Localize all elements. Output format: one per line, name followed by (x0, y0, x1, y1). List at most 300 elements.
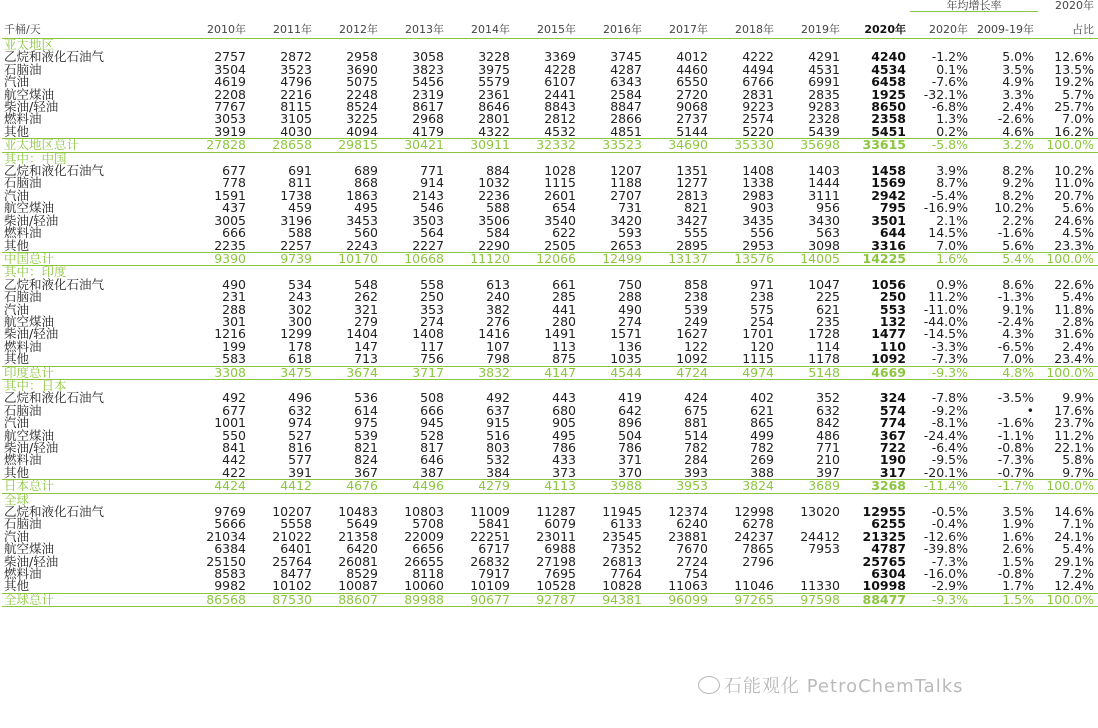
share-2020: 14.6% (1054, 504, 1094, 520)
value-cell: 2235 (214, 237, 246, 253)
section-title: 亚太地区 (4, 37, 55, 52)
value-cell: 1047 (808, 276, 840, 292)
value-cell: 352 (816, 390, 840, 406)
value-cell: 269 (750, 452, 774, 468)
value-cell: 1028 (544, 163, 576, 179)
share-2020: 100.0% (1038, 139, 1098, 152)
value-cell: 2720 (676, 86, 708, 102)
value-cell: 92787 (514, 593, 580, 606)
share-2020: 7.2% (1062, 566, 1094, 582)
watermark (698, 672, 964, 698)
value-cell: 8477 (280, 566, 312, 582)
value-cell: 382 (486, 301, 510, 317)
value-2020: 1092 (871, 351, 906, 367)
share-2020: 5.4% (1062, 541, 1094, 557)
row-label: 柴油/轻油 (4, 212, 59, 228)
value-cell: 3053 (214, 111, 246, 127)
value-cell: 23881 (668, 528, 708, 544)
value-cell: 563 (816, 225, 840, 241)
value-cell: 27828 (184, 139, 250, 152)
year-header: 2014年 (448, 12, 514, 39)
share-2020: 100.0% (1038, 593, 1098, 606)
share-2020: 17.6% (1054, 402, 1094, 418)
value-2020: 10998 (862, 578, 906, 594)
value-cell: 1032 (478, 175, 510, 191)
growth-2009-19: -7.3% (997, 452, 1034, 468)
value-cell: 28658 (250, 139, 316, 152)
value-cell: 2872 (280, 49, 312, 65)
value-cell: 675 (684, 402, 708, 418)
value-cell: 593 (618, 225, 642, 241)
share-2020: 16.2% (1054, 123, 1094, 139)
value-cell: 4974 (712, 366, 778, 379)
share-title-line1: 2020年 (1055, 0, 1094, 13)
value-cell: 622 (552, 225, 576, 241)
value-cell: 10207 (272, 504, 312, 520)
share-2020: 11.2% (1054, 427, 1094, 443)
value-cell: 11046 (734, 578, 774, 594)
row-label: 石脑油 (4, 175, 42, 191)
value-cell: 3690 (346, 61, 378, 77)
value-cell: 3540 (544, 212, 576, 228)
value-cell: 5439 (808, 123, 840, 139)
value-cell: 3953 (646, 480, 712, 493)
value-cell: 1035 (610, 351, 642, 367)
value-2020: 774 (879, 415, 906, 431)
value-cell: 8847 (610, 99, 642, 115)
value-cell: 13137 (646, 252, 712, 265)
value-cell: 3369 (544, 49, 576, 65)
value-cell: 821 (354, 440, 378, 455)
value-cell: 583 (222, 351, 246, 367)
value-cell: 754 (684, 566, 708, 582)
value-cell: 5666 (214, 516, 246, 532)
value-cell: 254 (750, 313, 774, 329)
growth-2020-header: 2020年 (910, 12, 972, 39)
value-cell: 750 (618, 276, 642, 292)
value-cell: 1444 (808, 175, 840, 191)
value-cell: 905 (552, 415, 576, 431)
value-cell: 238 (750, 289, 774, 305)
value-cell: 2968 (412, 111, 444, 127)
value-cell: 2813 (676, 187, 708, 203)
value-cell: 113 (552, 338, 576, 354)
growth-2020: -20.1% (923, 464, 968, 480)
share-2020: 20.7% (1054, 187, 1094, 203)
growth-rate-title: 年均增长率 (910, 0, 1038, 12)
value-cell: 10087 (338, 578, 378, 594)
value-cell: 4179 (412, 123, 444, 139)
row-label: 石脑油 (4, 289, 42, 305)
growth-2020: -16.0% (923, 566, 968, 582)
value-2020: 3501 (871, 212, 906, 228)
wechat-icon (698, 676, 720, 694)
value-cell: 691 (288, 163, 312, 179)
value-cell: 3308 (184, 366, 250, 379)
value-cell: 384 (486, 464, 510, 480)
value-cell: 3225 (346, 111, 378, 127)
growth-2009-19: -1.1% (997, 427, 1034, 443)
value-cell: 459 (288, 200, 312, 216)
value-cell: 26655 (404, 553, 444, 569)
growth-2020: 0.9% (936, 276, 968, 292)
value-cell: 210 (816, 452, 840, 468)
growth-2009-19: -1.3% (997, 289, 1034, 305)
value-cell: 32332 (514, 139, 580, 152)
value-cell: 23011 (536, 528, 576, 544)
value-cell: 713 (354, 351, 378, 367)
value-cell: 1188 (610, 175, 642, 191)
value-cell: 302 (288, 301, 312, 317)
value-cell: 422 (222, 464, 246, 480)
section-title: 全球 (4, 491, 30, 507)
value-cell: 11330 (800, 578, 840, 594)
value-cell: 370 (618, 464, 642, 480)
value-cell: 1701 (742, 326, 774, 342)
value-cell: 6717 (478, 541, 510, 557)
year-header: 2013年 (382, 12, 448, 39)
value-cell: 120 (750, 338, 774, 354)
value-cell: 3745 (610, 49, 642, 65)
value-2020: 6255 (871, 516, 906, 532)
value-cell: 2227 (412, 237, 444, 253)
growth-2020: -24.4% (923, 427, 968, 443)
value-cell: 756 (420, 351, 444, 367)
value-cell: 288 (222, 301, 246, 317)
growth-2009-19: 3.5% (1002, 504, 1034, 520)
value-cell: 3832 (448, 366, 514, 379)
value-2020: 110 (879, 338, 906, 354)
value-cell: 5220 (742, 123, 774, 139)
growth-2009-19: 9.2% (1002, 175, 1034, 191)
value-cell: 25764 (272, 553, 312, 569)
share-2020: 5.4% (1062, 289, 1094, 305)
value-2020: 190 (879, 452, 906, 468)
growth-2009-19: 4.9% (1002, 74, 1034, 90)
value-cell: 3504 (214, 61, 246, 77)
growth-2020: -0.4% (931, 516, 968, 532)
value-cell: 274 (420, 313, 444, 329)
value-2020: 553 (879, 301, 906, 317)
value-cell: 1491 (544, 326, 576, 342)
value-cell: 2328 (808, 111, 840, 127)
value-cell: 637 (486, 402, 510, 418)
value-cell: 2737 (676, 111, 708, 127)
share-2020: 12.4% (1054, 578, 1094, 594)
value-cell: 5144 (676, 123, 708, 139)
value-cell: 7670 (676, 541, 708, 557)
value-cell: 903 (750, 200, 774, 216)
value-cell: 279 (354, 313, 378, 329)
total-row (2, 593, 1098, 606)
value-cell: 8617 (412, 99, 444, 115)
value-cell: 3105 (280, 111, 312, 127)
growth-2020: 7.0% (936, 237, 968, 253)
value-cell: 2724 (676, 553, 708, 569)
value-cell: 2895 (676, 237, 708, 253)
growth-2020: 3.9% (936, 163, 968, 179)
share-2020: 2.4% (1062, 338, 1094, 354)
value-2020: 1056 (871, 276, 906, 292)
total-row (2, 480, 1098, 493)
growth-2009-19: -2.6% (997, 111, 1034, 127)
row-label: 汽油 (4, 74, 30, 90)
value-cell: 8583 (214, 566, 246, 582)
growth-2009-19: 5.6% (1002, 237, 1034, 253)
value-cell: 492 (222, 390, 246, 406)
value-cell: 89988 (382, 593, 448, 606)
share-2020: 5.7% (1062, 86, 1094, 102)
value-cell: 6107 (544, 74, 576, 90)
value-cell: 7767 (214, 99, 246, 115)
value-cell: 391 (288, 464, 312, 480)
growth-2020: -8.1% (931, 415, 968, 431)
value-cell: 2441 (544, 86, 576, 102)
growth-2020: 1.6% (910, 252, 972, 265)
value-2020: 250 (879, 289, 906, 305)
year-header: 2016年 (580, 12, 646, 39)
value-cell: 3717 (382, 366, 448, 379)
value-cell: 178 (288, 338, 312, 354)
growth-2020: -9.5% (931, 452, 968, 468)
value-cell: 433 (552, 452, 576, 468)
row-label: 航空煤油 (4, 541, 55, 557)
value-cell: 3506 (478, 212, 510, 228)
value-cell: 6133 (610, 516, 642, 532)
value-cell: 238 (684, 289, 708, 305)
value-cell: 225 (816, 289, 840, 305)
value-cell: 539 (354, 427, 378, 443)
value-cell: 8524 (346, 99, 378, 115)
total-row (2, 366, 1098, 379)
value-cell: 782 (684, 440, 708, 455)
value-2020: 1569 (871, 175, 906, 191)
value-cell: 9739 (250, 252, 316, 265)
year-header: 2011年 (250, 12, 316, 39)
value-cell: 4532 (544, 123, 576, 139)
value-cell: 5649 (346, 516, 378, 532)
growth-2020: -11.4% (910, 480, 972, 493)
row-label: 石脑油 (4, 402, 42, 418)
value-cell: 402 (750, 390, 774, 406)
value-cell: 577 (288, 452, 312, 468)
value-cell: 9223 (742, 99, 774, 115)
value-cell: 280 (552, 313, 576, 329)
row-label: 其他 (4, 351, 30, 367)
row-label: 日本总计 (2, 480, 184, 493)
value-cell: 7695 (544, 566, 576, 582)
growth-2009-19: 3.3% (1002, 86, 1034, 102)
value-cell: 5148 (778, 366, 844, 379)
share-2020: 9.9% (1062, 390, 1094, 406)
growth-2020: -5.8% (910, 139, 972, 152)
growth-2020: -6.8% (931, 99, 968, 115)
value-cell: 3823 (412, 61, 444, 77)
value-cell: 371 (618, 452, 642, 468)
value-cell: 25150 (206, 553, 246, 569)
value-cell: 4724 (646, 366, 712, 379)
value-cell: 3420 (610, 212, 642, 228)
share-2020: 13.5% (1054, 61, 1094, 77)
value-cell: 1277 (676, 175, 708, 191)
row-label: 其他 (4, 123, 30, 139)
value-cell: 875 (552, 351, 576, 367)
value-cell: 288 (618, 289, 642, 305)
growth-2020: -7.3% (931, 351, 968, 367)
value-cell: 2801 (478, 111, 510, 127)
value-cell: 97598 (778, 593, 844, 606)
value-cell: 2584 (610, 86, 642, 102)
value-cell: 3475 (250, 366, 316, 379)
value-cell: 2796 (742, 553, 774, 569)
value-cell: 884 (486, 163, 510, 179)
row-label: 燃料油 (4, 338, 42, 354)
row-label: 柴油/轻油 (4, 553, 59, 569)
value-cell: 5075 (346, 74, 378, 90)
value-cell: 2243 (346, 237, 378, 253)
value-cell: 6766 (742, 74, 774, 90)
growth-2009-19: 8.2% (1002, 163, 1034, 179)
value-cell: 558 (420, 276, 444, 292)
value-cell: 13576 (712, 252, 778, 265)
value-cell: 249 (684, 313, 708, 329)
value-cell: 4796 (280, 74, 312, 90)
share-2020: 9.7% (1062, 464, 1094, 480)
value-cell: 3674 (316, 366, 382, 379)
value-cell: 1092 (676, 351, 708, 367)
value-cell: 2983 (742, 187, 774, 203)
value-cell: 4291 (808, 49, 840, 65)
growth-2020: 2.1% (936, 212, 968, 228)
share-2020: 4.5% (1062, 225, 1094, 241)
growth-2020: 1.3% (936, 111, 968, 127)
growth-2020: -7.6% (931, 74, 968, 90)
value-cell: 5841 (478, 516, 510, 532)
year-header: 2010年 (184, 12, 250, 39)
value-cell: 7352 (610, 541, 642, 557)
value-cell: 9283 (808, 99, 840, 115)
row-label: 乙烷和液化石油气 (4, 49, 105, 65)
growth-2020: -16.9% (923, 200, 968, 216)
growth-2009-19: 9.1% (1002, 301, 1034, 317)
value-cell: 10102 (272, 578, 312, 594)
growth-2009-19: 8.6% (1002, 276, 1034, 292)
value-cell: 231 (222, 289, 246, 305)
growth-2020: -9.3% (910, 593, 972, 606)
value-cell: 2216 (280, 86, 312, 102)
value-cell: 90677 (448, 593, 514, 606)
growth-2009-19: -3.5% (997, 390, 1034, 406)
value-cell: 2757 (214, 49, 246, 65)
total-row (2, 139, 1098, 152)
value-2020: 3268 (844, 480, 910, 493)
value-cell: 27198 (536, 553, 576, 569)
share-title-line2: 占比 (1038, 12, 1098, 39)
value-cell: 6988 (544, 541, 576, 557)
value-cell: 536 (354, 390, 378, 406)
value-2020: 1458 (871, 163, 906, 179)
growth-2009-19: 1.5% (1002, 553, 1034, 569)
value-cell: 7917 (478, 566, 510, 582)
value-cell: 12499 (580, 252, 646, 265)
value-cell: 1403 (808, 163, 840, 179)
growth-2009-19: -1.6% (997, 225, 1034, 241)
value-2020: 795 (879, 200, 906, 216)
share-2020: 12.6% (1054, 49, 1094, 65)
value-cell: 621 (750, 402, 774, 418)
value-cell: 821 (684, 200, 708, 216)
value-cell: 2835 (808, 86, 840, 102)
value-cell: 114 (816, 338, 840, 354)
row-label: 汽油 (4, 415, 30, 431)
share-2020: 10.2% (1054, 163, 1094, 179)
value-cell: 1408 (412, 326, 444, 342)
value-cell: 97265 (712, 593, 778, 606)
value-cell: 88607 (316, 593, 382, 606)
value-cell: 6420 (346, 541, 378, 557)
row-label: 其他 (4, 237, 30, 253)
growth-2009-19: 8.2% (1002, 187, 1034, 203)
value-cell: 3453 (346, 212, 378, 228)
value-cell: 508 (420, 390, 444, 406)
value-cell: 2831 (742, 86, 774, 102)
growth-2020: -9.2% (931, 402, 968, 418)
value-cell: 29815 (316, 139, 382, 152)
value-cell: 6656 (412, 541, 444, 557)
share-2020: 5.6% (1062, 200, 1094, 216)
growth-2020: -5.4% (931, 187, 968, 203)
value-cell: 550 (222, 427, 246, 443)
value-cell: 7953 (808, 541, 840, 557)
value-cell: 21358 (338, 528, 378, 544)
growth-2020: -1.2% (931, 49, 968, 65)
value-cell: 786 (618, 440, 642, 455)
value-cell: 12066 (514, 252, 580, 265)
value-cell: 441 (552, 301, 576, 317)
share-2020: 100.0% (1038, 480, 1098, 493)
value-cell: 21022 (272, 528, 312, 544)
value-cell: 11287 (536, 504, 576, 520)
section-header (2, 266, 1098, 279)
value-cell: 1216 (214, 326, 246, 342)
share-2020: 19.2% (1054, 74, 1094, 90)
row-label: 亚太地区总计 (2, 139, 184, 152)
value-cell: 1115 (544, 175, 576, 191)
row-label: 燃料油 (4, 452, 42, 468)
value-cell: 556 (750, 225, 774, 241)
value-cell: 4030 (280, 123, 312, 139)
value-cell: 147 (354, 338, 378, 354)
value-cell: 4322 (478, 123, 510, 139)
growth-2009-19: -1.6% (997, 415, 1034, 431)
value-2020: 1477 (871, 326, 906, 342)
growth-2020: -11.0% (923, 301, 968, 317)
value-cell: 3975 (478, 61, 510, 77)
row-label: 汽油 (4, 301, 30, 317)
row-label: 航空煤油 (4, 86, 55, 102)
value-cell: 1351 (676, 163, 708, 179)
value-cell: 86568 (184, 593, 250, 606)
value-cell: 588 (486, 200, 510, 216)
value-cell: 10060 (404, 578, 444, 594)
value-cell: 490 (618, 301, 642, 317)
value-cell: 945 (420, 415, 444, 431)
value-cell: 4544 (580, 366, 646, 379)
share-2020: 7.0% (1062, 111, 1094, 127)
growth-2020: -39.8% (923, 541, 968, 557)
value-cell: 632 (288, 402, 312, 418)
value-cell: 2574 (742, 111, 774, 127)
